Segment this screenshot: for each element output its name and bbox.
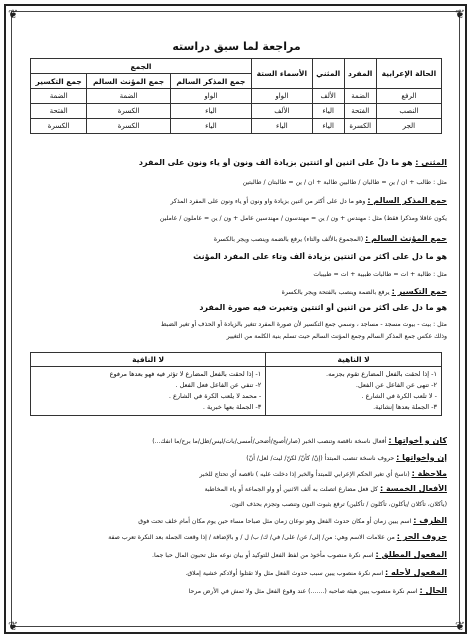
table-cell: الألف: [251, 104, 312, 119]
rule-line: [26, 586, 447, 596]
table-row: [31, 119, 442, 134]
table-header: الحالة الإعرابية: [376, 59, 441, 89]
comparison-col-left: [31, 367, 266, 416]
line-text: مثل : طالب + ان / ين = طالبان / طالبين طالبة + ان / ين = طالبتان / طالبتين: [242, 179, 447, 186]
table-cell: الواو: [251, 89, 312, 104]
definition-line: [26, 158, 447, 168]
comparison-table: [30, 352, 442, 416]
page-title: مراجعة لما سبق دراسته: [172, 40, 301, 53]
table-cell: الفتحة: [31, 104, 87, 119]
corner-ornament-bottom-right: ❦: [454, 619, 465, 633]
table-header: جمع التكسير: [31, 74, 87, 89]
list-item: ٣- الجملة بعها خبرية .: [202, 403, 262, 411]
corner-ornament-top-left: ❦: [8, 7, 19, 21]
table-cell: الضمة: [31, 89, 87, 104]
table-row: [31, 104, 442, 119]
rule-line: [26, 500, 447, 509]
table-cell: الكسرة: [31, 119, 87, 134]
declension-table: [30, 58, 442, 134]
list-item: ١- إذا لحقت بالفعل المضارع لا تؤثر فيه فهو بعدها مرفوع: [109, 370, 262, 378]
line-text: (المجموع بالألف والتاء) يرفع بالضمة وينصب ويجر بالكسرة: [213, 236, 366, 243]
list-item: - لا تلعب الكرة في الشارع .: [361, 392, 437, 400]
table-cell: الكسرة: [344, 119, 376, 134]
line-heading: جمع المؤنث السالم :: [365, 234, 447, 243]
line-text: هو ما دل على أكثر من اثنين أو اثنتين وتغيرت فيه صورة المفرد: [199, 303, 447, 312]
line-heading: المفعول المطلق :: [375, 550, 447, 559]
line-text: يكون عاقلا ومذكرا فقط) مثل : مهندس + ون / ين = مهندسون / مهندسين عامل + ون / ين = عاملون / عاملين: [159, 215, 447, 222]
line-heading: إن وأخواتها :: [396, 453, 447, 462]
line-text: من علامات الاسم وهي: من/ إلى/ عن/ على/ في/ ك/ ب/ ل / و بالإضافة / إذا وقعت الجملة بعد النكرة تعرب صفة: [108, 534, 397, 541]
line-text: حروف ناسخة تنصب المبتدأ (إنّ/ كأنّ/ لكنّ/ ليت/ لعل/ أنّ): [246, 455, 397, 462]
line-text: هو ما دلّ على اثنين أو اثنتين بزيادة ألف ونون أو ياء ونون على المفرد: [138, 158, 416, 167]
rule-line: [26, 453, 447, 463]
table-cell: الألف: [312, 89, 344, 104]
line-text: وذلك عكس جمع المذكر السالم وجمع المؤنث السالم حيث تسلم بنية الكلمة من التغيير: [226, 333, 447, 340]
table-header: المثني: [312, 59, 344, 89]
line-text: مثل : طالبة + ات = طالبات طبيبة + ات = طبيبات: [313, 271, 447, 278]
table-cell: الرفع: [376, 89, 441, 104]
comparison-header-right: لا الناهية: [266, 353, 442, 367]
table-cell: الضمة: [344, 89, 376, 104]
rule-line: [26, 469, 447, 479]
line-text: اسم نكرة منصوب مأخوذ من لفظ الفعل للتوكيد أو بيان نوعه مثل تحبون المال حبا جما.: [152, 552, 376, 559]
rule-line: [26, 516, 447, 526]
example-line: [26, 178, 447, 187]
example-line: [26, 332, 447, 341]
table-header: جمع المؤنث السالم: [87, 74, 170, 89]
definition-line: [26, 196, 447, 206]
list-item: ٣- الجملة بعدها إنشائية.: [373, 403, 437, 411]
line-heading: المفعول لأجله :: [385, 568, 447, 577]
line-heading: حروف الجر :: [396, 532, 447, 541]
comparison-header-left: لا النافية: [31, 353, 266, 367]
rule-line: [26, 550, 447, 560]
table-cell: الجر: [376, 119, 441, 134]
line-text: هو ما دل على أكثر من اثنتين بزيادة ألف وتاء على المفرد المؤنث: [193, 252, 447, 261]
line-heading: المثنى :: [415, 158, 447, 167]
table-cell: الفتحة: [344, 104, 376, 119]
table-cell: الياء: [251, 119, 312, 134]
line-text: وهو ما دل على أكثر من اثنين بزيادة واو ونون أو ياء ونون على المفرد المذكر: [170, 198, 368, 205]
table-header: المفرد: [344, 59, 376, 89]
definition-line: [26, 303, 447, 313]
line-heading: جمع المذكر السالم :: [367, 196, 447, 205]
line-text: اسم يبين زمان أو مكان حدوث الفعل وهو نوعان زمان مثل صباحا مساء حين يوم مكان أمام خلف تحت فوق: [138, 518, 414, 525]
definition-line: [26, 234, 447, 244]
line-heading: ملاحظة :: [411, 469, 447, 478]
table-cell: الكسرة: [87, 104, 170, 119]
table-row: [31, 89, 442, 104]
line-heading: الأفعال الخمسة :: [379, 484, 447, 493]
list-item: ٢- تنفي عن الفاعل فعل الفعل .: [175, 381, 262, 389]
rule-line: [26, 532, 447, 542]
line-text: يرفع بالضمة وينصب بالفتحة ويجر بالكسرة: [281, 289, 392, 296]
example-line: [26, 270, 447, 279]
line-heading: كان و أخواتها :: [388, 436, 447, 445]
table-header: جمع المذكر السالم: [170, 74, 251, 89]
corner-ornament-top-right: ❦: [454, 7, 465, 21]
line-heading: الظرف :: [413, 516, 447, 525]
table-cell: الياء: [170, 119, 251, 134]
line-text: (ناسخ أي تغير الحكم الإعرابي للمبتدأ والخبر إذا دخلت عليه ) ناقصة أي تحتاج للخبر: [199, 471, 412, 478]
definition-line: [26, 287, 447, 297]
table-cell: النصب: [376, 104, 441, 119]
table-cell: الياء: [312, 104, 344, 119]
list-item: - محمد لا يلعب الكرة في الشارع .: [168, 392, 262, 400]
corner-ornament-bottom-left: ❦: [8, 619, 19, 633]
example-line: [26, 214, 447, 223]
example-line: [26, 320, 447, 329]
definition-line: [26, 252, 447, 262]
line-text: كل فعل مضارع اتصلت به ألف الاثنين أو واو الجماعة أو ياء المخاطبة: [204, 486, 380, 493]
list-item: ١- إذا لحقت بالفعل المضارع تقوم بجزمه.: [326, 370, 437, 378]
table-cell: الواو: [170, 89, 251, 104]
line-text: مثل : بيت - بيوت مسجد - مساجد ، وسمي جمع التكسير لأن صورة المفرد تتغير بالزيادة أو الحذف أو تغير الضبط: [160, 321, 447, 328]
table-group-header: الجمع: [31, 59, 252, 74]
line-text: أفعال ناسخة ناقصة وتنصب الخبر (صار/أصبح/أضحى/أمسى/بات/ليس/ظل/ما برح/ما انفك...): [152, 438, 389, 445]
table-cell: الياء: [312, 119, 344, 134]
line-heading: جمع التكسير :: [391, 287, 447, 296]
comparison-col-right: [266, 367, 442, 416]
line-text: (يأكلان، تأكلان /يأكلون، تأكلون / تأكلين) ترفع بثبوت النون وتنصب وتجزم بحذف النون.: [229, 501, 447, 508]
line-text: اسم نكرة منصوب يبين هيئة صاحبه (.......) عند وقوع الفعل مثل ولا تمش في الأرض مرحا: [188, 588, 420, 595]
line-text: اسم نكرة منصوب يبين سبب حدوث الفعل مثل ولا تقتلوا أولادكم خشية إملاق.: [185, 570, 386, 577]
line-heading: الحال :: [419, 586, 447, 595]
table-cell: الضمة: [87, 89, 170, 104]
rule-line: [26, 484, 447, 494]
table-cell: الكسرة: [87, 119, 170, 134]
rule-line: [26, 568, 447, 578]
rule-line: [26, 436, 447, 446]
table-cell: الياء: [170, 104, 251, 119]
list-item: ٢- تنهى عن الفاعل عن الفعل.: [355, 381, 437, 389]
table-header: الأسماء الستة: [251, 59, 312, 89]
